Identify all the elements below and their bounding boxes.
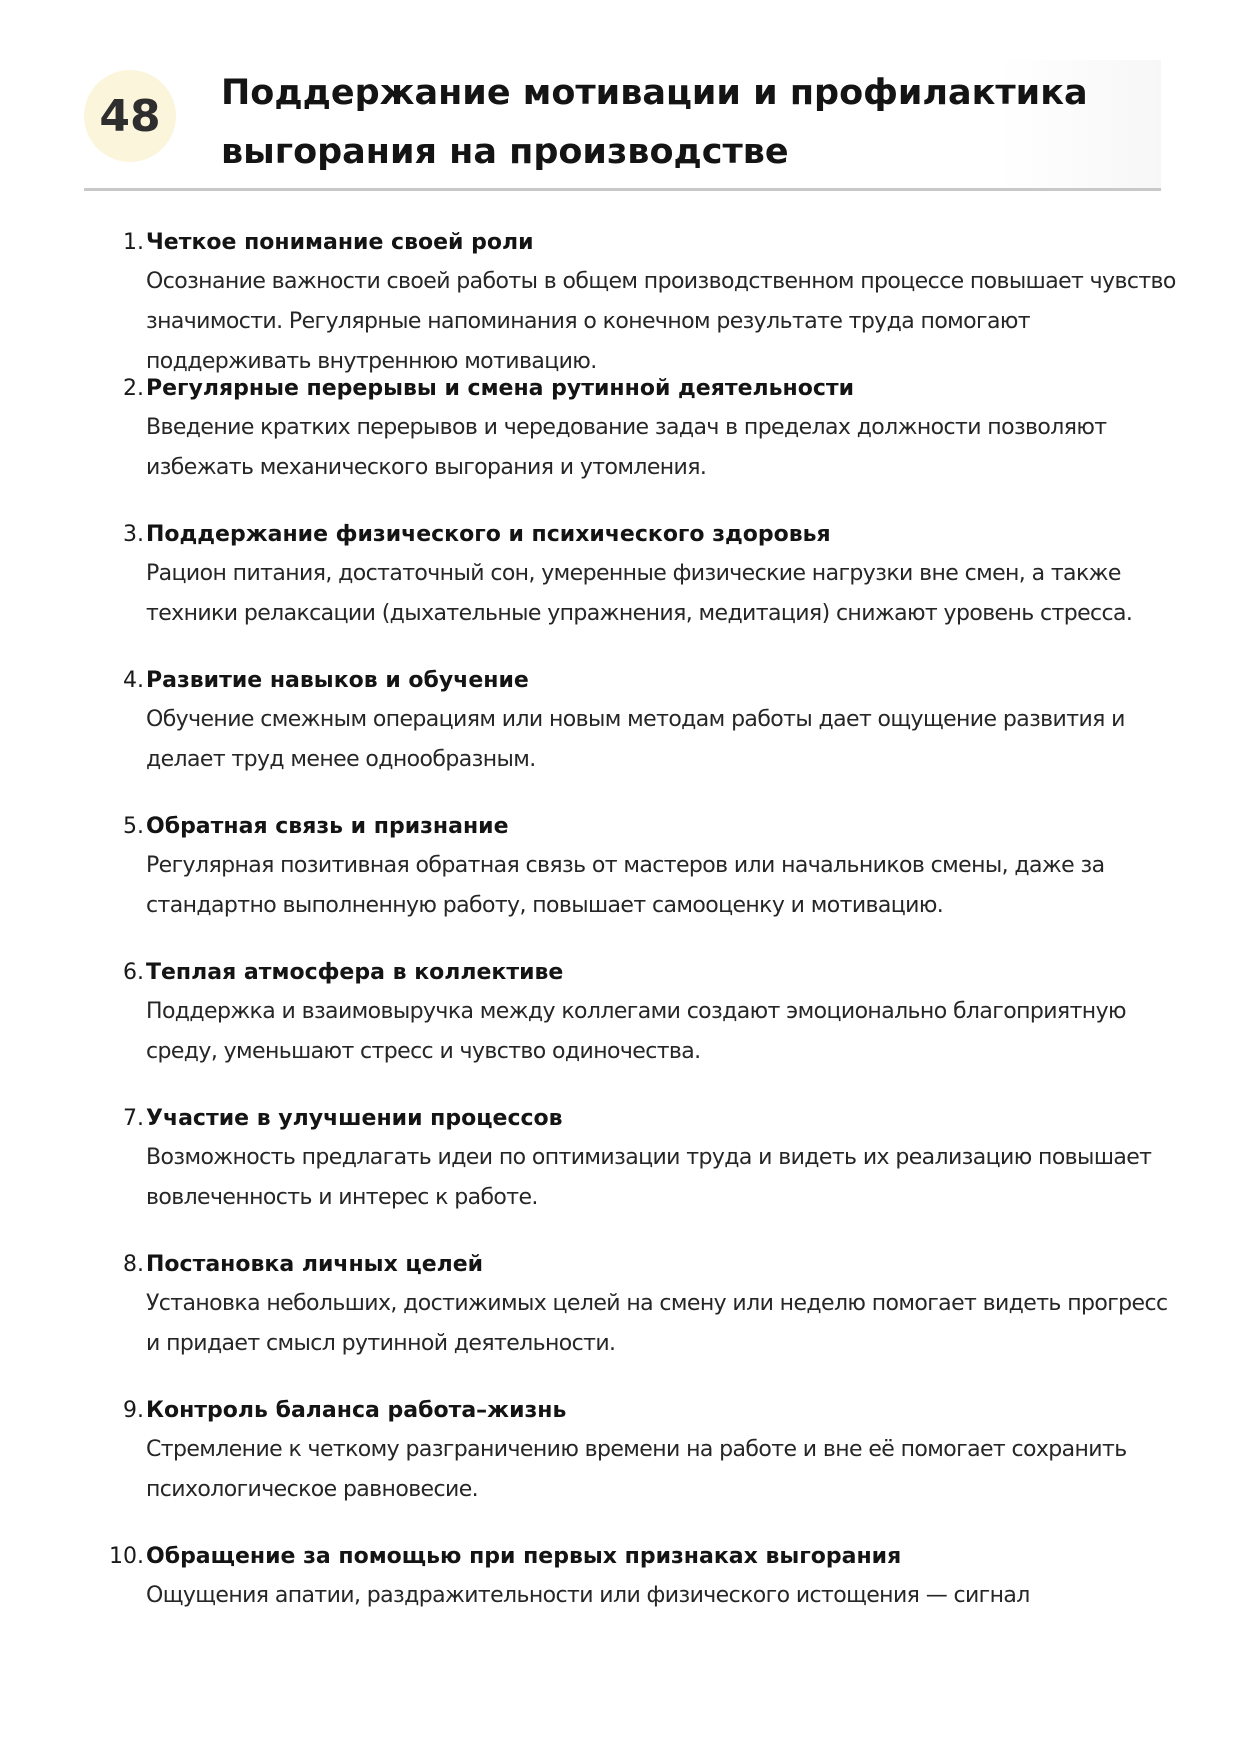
list-item: [100, 958, 1170, 1104]
page-number-badge: 48: [84, 70, 176, 162]
list-item-text: Введение кратких перерывов и чередование задач в пределах должности позволяют избежать механического выгорания и утомления.: [146, 415, 1107, 480]
list-item: [100, 1104, 1170, 1250]
list-item-number: 7.: [123, 1106, 144, 1131]
list-item-title: Контроль баланса работа–жизнь: [146, 1398, 567, 1423]
list-item-title: Обратная связь и признание: [146, 814, 509, 839]
list-item: [100, 1396, 1170, 1542]
list-item-text: Стремление к четкому разграничению времени на работе и вне её помогает сохранить психологическое равновесие.: [146, 1437, 1127, 1502]
list-item-number: 3.: [123, 522, 144, 547]
list-item: [100, 1250, 1170, 1396]
list-item-number: 10.: [109, 1544, 144, 1569]
list-item-text: Возможность предлагать идеи по оптимизации труда и видеть их реализацию повышает вовлеченность и интерес к работе.: [146, 1145, 1152, 1210]
list-item-number: 9.: [123, 1398, 144, 1423]
list-item-text: Рацион питания, достаточный сон, умеренные физические нагрузки вне смен, а также техники релаксации (дыхательные упражнения, медитация) снижают уровень стресса.: [146, 561, 1133, 626]
list-item-text: Осознание важности своей работы в общем производственном процессе повышает чувство значимости. Регулярные напоминания о конечном результате труда помогают поддерживать внутреннюю мотивацию.: [146, 269, 1176, 374]
list-item-number: 1.: [123, 230, 144, 255]
list-item-text: Ощущения апатии, раздражительности или физического истощения — сигнал: [146, 1583, 1030, 1608]
list-item-title: Постановка личных целей: [146, 1252, 484, 1277]
list-item-title: Теплая атмосфера в коллективе: [146, 960, 564, 985]
tips-list: [100, 228, 1176, 1688]
list-item-title: Обращение за помощью при первых признаках выгорания: [146, 1544, 902, 1569]
list-item-title: Развитие навыков и обучение: [146, 668, 529, 693]
list-item: [100, 812, 1170, 958]
list-item-number: 4.: [123, 668, 144, 693]
page-header: [84, 60, 1161, 191]
page-title: [221, 64, 1141, 182]
list-item: [100, 374, 1170, 520]
list-item-number: 2.: [123, 376, 144, 401]
list-item: [100, 520, 1170, 666]
list-item-number: 5.: [123, 814, 144, 839]
list-item: [100, 1542, 1170, 1688]
page-title-line-2: выгорания на производстве: [221, 132, 789, 172]
list-item-number: 6.: [123, 960, 144, 985]
list-item-text: Регулярная позитивная обратная связь от мастеров или начальников смены, даже за стандартно выполненную работу, повышает самооценку и мотивацию.: [146, 853, 1105, 918]
list-item-title: Регулярные перерывы и смена рутинной деятельности: [146, 376, 855, 401]
list-item: [100, 228, 1176, 374]
list-item-text: Поддержка и взаимовыручка между коллегами создают эмоционально благоприятную среду, уменьшают стресс и чувство одиночества.: [146, 999, 1126, 1064]
page-title-line-1: Поддержание мотивации и профилактика: [221, 73, 1088, 113]
list-item-title: Четкое понимание своей роли: [146, 230, 534, 255]
list-item-title: Поддержание физического и психического здоровья: [146, 522, 831, 547]
list-item-number: 8.: [123, 1252, 144, 1277]
list-item-title: Участие в улучшении процессов: [146, 1106, 563, 1131]
list-item-text: Обучение смежным операциям или новым методам работы дает ощущение развития и делает труд менее однообразным.: [146, 707, 1125, 772]
list-item: [100, 666, 1170, 812]
list-item-text: Установка небольших, достижимых целей на смену или неделю помогает видеть прогресс и придает смысл рутинной деятельности.: [146, 1291, 1168, 1356]
